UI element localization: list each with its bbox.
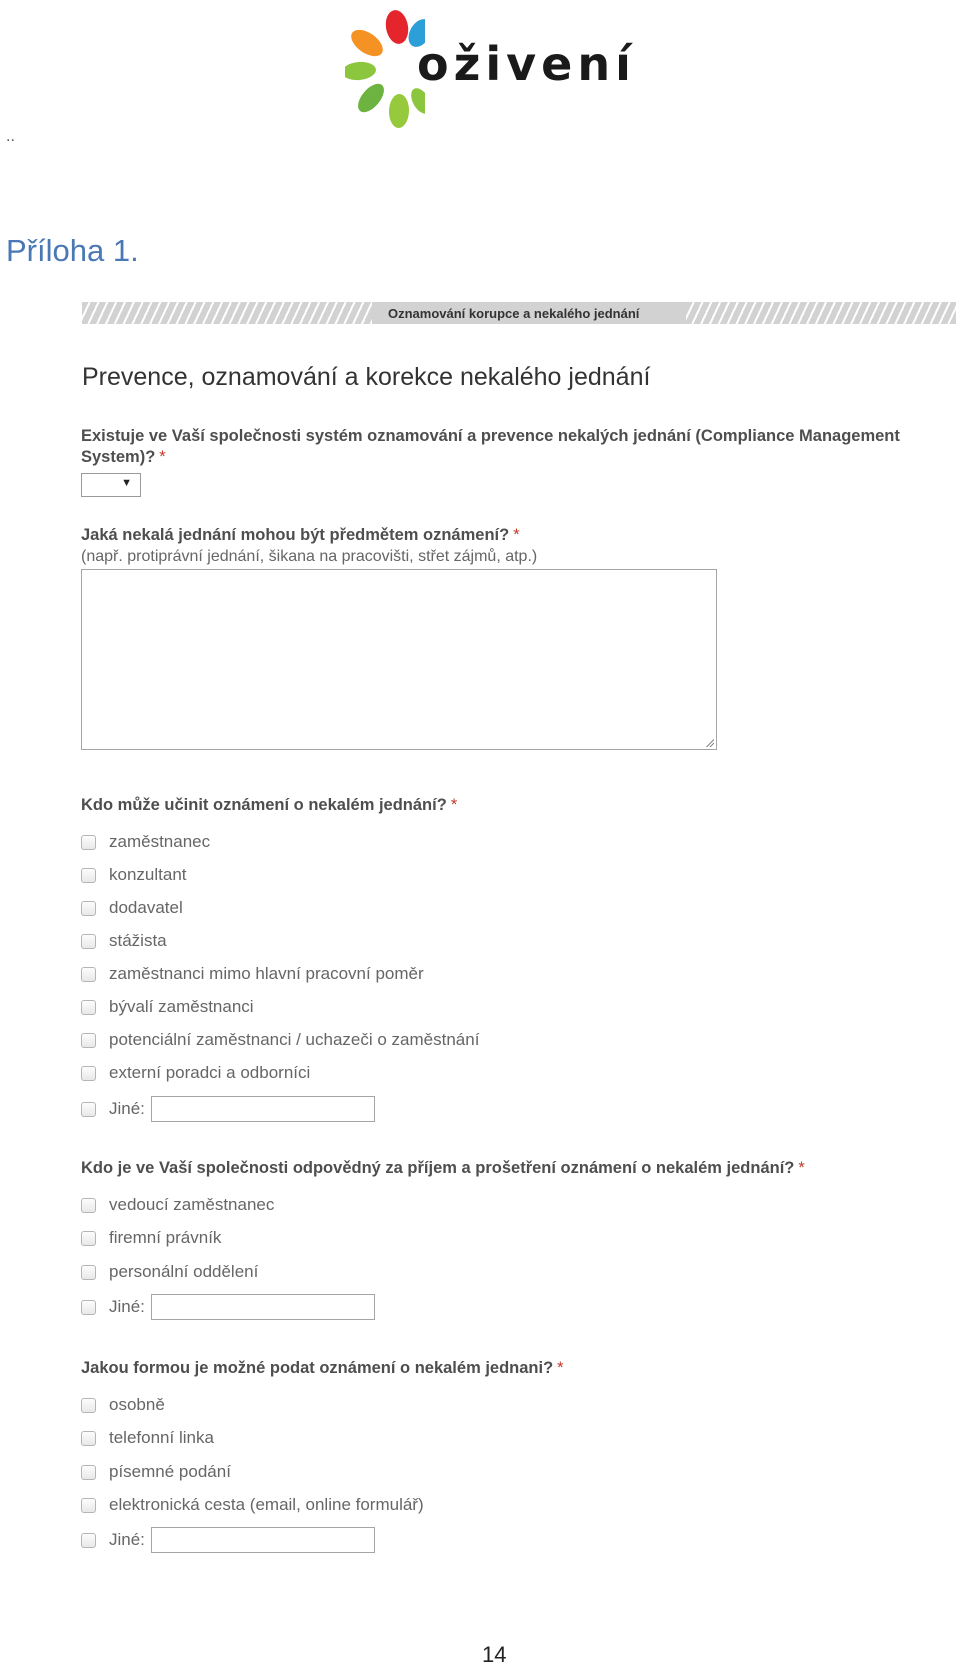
- option-label: bývalí zaměstnanci: [109, 997, 254, 1016]
- checkbox[interactable]: [81, 1465, 96, 1480]
- question-3-label: [81, 795, 901, 816]
- checkbox[interactable]: [81, 1498, 96, 1513]
- misconduct-types-textarea[interactable]: [81, 569, 717, 750]
- checkbox[interactable]: [81, 967, 96, 982]
- checkbox[interactable]: [81, 901, 96, 916]
- banner-title: Oznamování korupce a nekalého jednání: [388, 306, 640, 321]
- required-mark: *: [798, 1159, 805, 1177]
- other-text-input[interactable]: [151, 1096, 375, 1122]
- option-row[interactable]: [81, 1393, 165, 1417]
- checkbox[interactable]: [81, 868, 96, 883]
- logo-wordmark: oživení: [417, 37, 636, 91]
- option-row[interactable]: [81, 863, 187, 887]
- option-row[interactable]: [81, 929, 167, 953]
- option-row[interactable]: [81, 1260, 258, 1284]
- flower-icon: [345, 5, 425, 135]
- checkbox[interactable]: [81, 1265, 96, 1280]
- required-mark: *: [159, 448, 166, 466]
- option-row[interactable]: [81, 1426, 214, 1450]
- option-label: zaměstnanci mimo hlavní pracovní poměr: [109, 964, 424, 983]
- option-row[interactable]: [81, 1493, 424, 1517]
- checkbox[interactable]: [81, 1033, 96, 1048]
- question-text: Existuje ve Vaší společnosti systém oznamování a prevence nekalých jednání (Compliance Management System)?: [81, 427, 900, 466]
- required-mark: *: [557, 1359, 564, 1377]
- option-label: konzultant: [109, 865, 187, 884]
- question-text: Jakou formou je možné podat oznámení o nekalém jednani?: [81, 1359, 554, 1377]
- option-label: Jiné:: [109, 1297, 145, 1316]
- option-row[interactable]: [81, 1193, 274, 1217]
- stray-mark: ..: [6, 128, 15, 145]
- page-number: 14: [482, 1642, 507, 1667]
- option-row[interactable]: [81, 1061, 310, 1085]
- question-5-label: [81, 1358, 901, 1379]
- checkbox[interactable]: [81, 1533, 96, 1548]
- option-label: stážista: [109, 931, 167, 950]
- option-label: vedoucí zaměstnanec: [109, 1195, 275, 1214]
- question-1-label: [81, 426, 901, 468]
- other-text-input[interactable]: [151, 1294, 375, 1320]
- option-label: osobně: [109, 1395, 165, 1414]
- checkbox[interactable]: [81, 1198, 96, 1213]
- option-label: Jiné:: [109, 1099, 145, 1118]
- option-label: personální oddělení: [109, 1262, 259, 1281]
- checkbox[interactable]: [81, 1231, 96, 1246]
- required-mark: *: [513, 526, 520, 544]
- checkbox[interactable]: [81, 1066, 96, 1081]
- option-row[interactable]: [81, 830, 210, 854]
- option-label: potenciální zaměstnanci / uchazeči o zaměstnání: [109, 1030, 480, 1049]
- question-text: Kdo je ve Vaší společnosti odpovědný za příjem a prošetření oznámení o nekalém jednání?: [81, 1159, 795, 1177]
- checkbox[interactable]: [81, 1431, 96, 1446]
- option-row-other[interactable]: [81, 1293, 375, 1321]
- dropdown-arrow-icon: ▼: [121, 477, 132, 489]
- option-row[interactable]: [81, 1028, 479, 1052]
- question-2-hint: (např. protiprávní jednání, šikana na pracovišti, střet zájmů, atp.): [81, 548, 538, 565]
- oziveni-logo: [345, 5, 636, 135]
- option-label: zaměstnanec: [109, 832, 211, 851]
- option-label: písemné podání: [109, 1462, 231, 1481]
- option-row[interactable]: [81, 1460, 231, 1484]
- option-label: externí poradci a odborníci: [109, 1063, 311, 1082]
- question-2-label: [81, 525, 901, 546]
- checkbox[interactable]: [81, 934, 96, 949]
- checkbox[interactable]: [81, 1300, 96, 1315]
- option-row[interactable]: [81, 995, 254, 1019]
- option-label: firemní právník: [109, 1228, 222, 1247]
- compliance-system-select[interactable]: [81, 473, 141, 497]
- option-row[interactable]: [81, 896, 183, 920]
- banner-hatch-right: [686, 302, 956, 324]
- option-label: Jiné:: [109, 1530, 145, 1549]
- section-banner: [82, 302, 956, 324]
- banner-hatch-left: [82, 302, 372, 324]
- required-mark: *: [450, 796, 458, 814]
- question-text: Jaká nekalá jednání mohou být předmětem oznámení?: [81, 526, 510, 544]
- question-4-label: [81, 1158, 901, 1179]
- checkbox[interactable]: [81, 1102, 96, 1117]
- form-title: Prevence, oznamování a korekce nekalého jednání: [82, 363, 651, 391]
- option-row[interactable]: [81, 1226, 221, 1250]
- question-text: Kdo může učinit oznámení o nekalém jednání?: [81, 796, 447, 814]
- option-row-other[interactable]: [81, 1526, 375, 1554]
- appendix-heading: Příloha 1.: [6, 233, 139, 268]
- option-row-other[interactable]: [81, 1095, 375, 1123]
- option-row[interactable]: [81, 962, 424, 986]
- option-label: telefonní linka: [109, 1428, 214, 1447]
- resize-grip-icon[interactable]: [705, 738, 714, 747]
- checkbox[interactable]: [81, 1398, 96, 1413]
- option-label: dodavatel: [109, 898, 183, 917]
- other-text-input[interactable]: [151, 1527, 375, 1553]
- checkbox[interactable]: [81, 835, 96, 850]
- option-label: elektronická cesta (email, online formulář): [109, 1495, 424, 1514]
- checkbox[interactable]: [81, 1000, 96, 1015]
